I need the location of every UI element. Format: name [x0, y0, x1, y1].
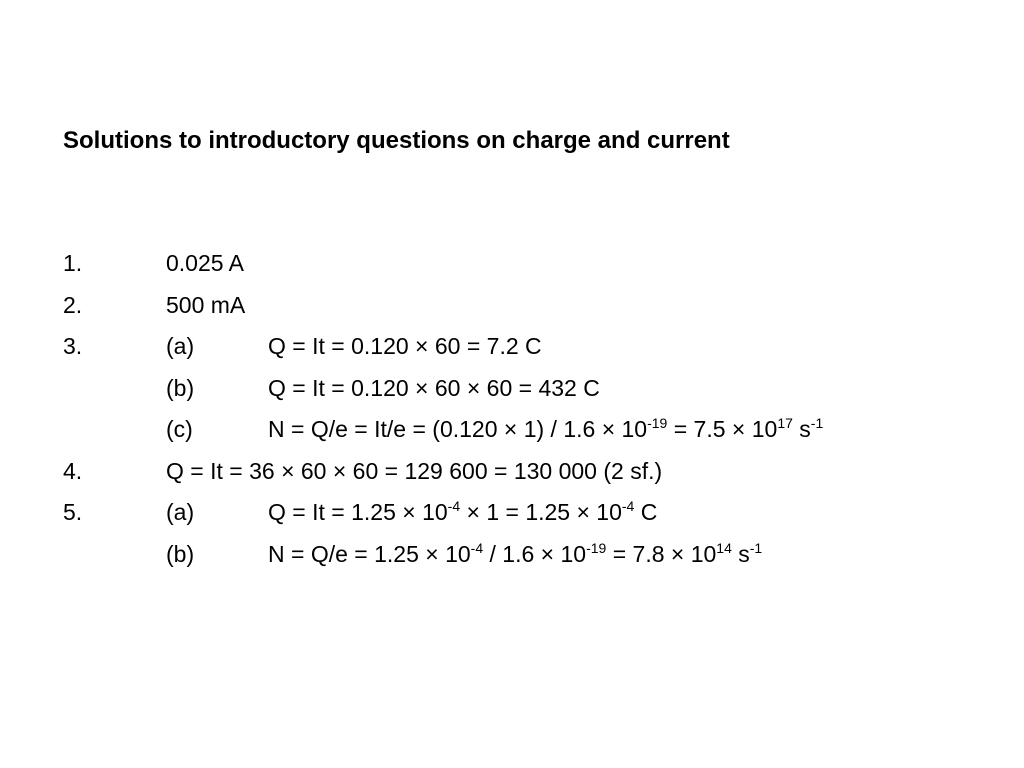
- exponent: -4: [621, 498, 635, 514]
- question-number: 2.: [63, 291, 83, 318]
- exponent: 17: [777, 415, 793, 431]
- exponent: -1: [749, 539, 763, 556]
- question-number: 1.: [63, 250, 83, 276]
- exponent: -19: [586, 539, 607, 556]
- answer-list: [63, 243, 1003, 575]
- question-number: 4.: [63, 457, 83, 484]
- answer-row: [63, 409, 1003, 451]
- answer-text: Q = It = 0.120 × 60 × 60 = 432 C: [268, 374, 600, 401]
- answer-row: [63, 534, 1003, 576]
- exponent: 14: [716, 539, 732, 556]
- answer-row: [63, 451, 1003, 493]
- answer-text: Q = It = 36 × 60 × 60 = 129 600 = 130 000 (2 sf.): [166, 457, 663, 484]
- answer-row: [63, 326, 1003, 368]
- part-label: (b): [166, 374, 195, 401]
- part-label: (b): [166, 540, 195, 567]
- answer-row: [63, 492, 1003, 534]
- slide-title: Solutions to introductory questions on charge and current: [63, 127, 730, 154]
- question-number: 3.: [63, 333, 83, 359]
- exponent: -1: [810, 415, 824, 431]
- answer-text: $Q = It = 1.25 \times 10^{-4} \times 1 = 1.25 \times 10^{-4}$ C: [268, 498, 658, 525]
- answer-row: [63, 285, 1003, 327]
- answer-text: Q = It = 0.120 × 60 = 7.2 C: [268, 333, 542, 359]
- answer-text: $N = Q/e = 1.25 \times 10^{-4} / 1.6 \times 10^{-19} = 7.8 \times 10^{14}$ $s^{-1}$: [268, 539, 763, 567]
- answer-row: [63, 243, 1003, 285]
- answer-row: [63, 368, 1003, 410]
- answer-text: 0.025 A: [166, 250, 245, 276]
- answer-text: $N = Q/e = It/e = (0.120 \times 1) / 1.6 \times 10^{-19} = 7.5 \times 10^{17}$ $s^{-1}$: [268, 415, 824, 442]
- part-label: (a): [166, 333, 195, 359]
- question-number: 5.: [63, 499, 83, 525]
- part-label: (c): [166, 416, 193, 442]
- exponent: -19: [647, 415, 668, 431]
- answer-text: 500 mA: [166, 291, 246, 318]
- part-label: (a): [166, 499, 195, 525]
- exponent: -4: [447, 498, 461, 514]
- exponent: -4: [470, 539, 484, 556]
